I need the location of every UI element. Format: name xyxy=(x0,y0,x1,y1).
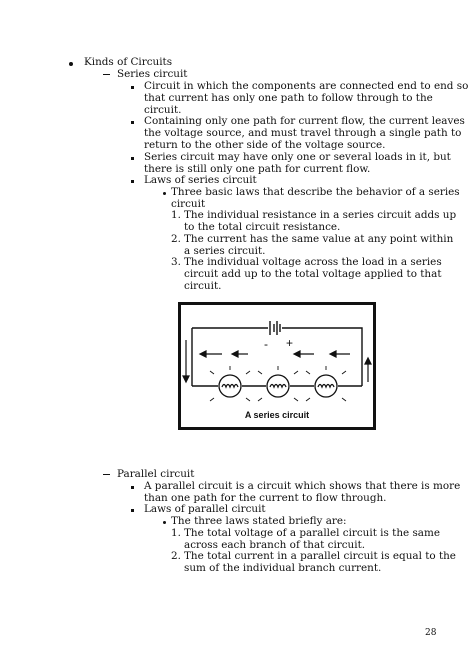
plus-sign: + xyxy=(286,336,294,350)
parallel-laws-intro: The three laws stated briefly are: xyxy=(171,515,347,527)
parallel-law-2-line-1: The total current in a parallel circuit is equal to the xyxy=(184,550,456,562)
section-heading: Kinds of Circuits xyxy=(84,56,173,68)
subsection-title-series: Series circuit xyxy=(117,68,188,80)
bullet-dot xyxy=(163,521,166,524)
parallel-bullet-1-line-1: A parallel circuit is a circuit which shows that there is more xyxy=(144,480,461,492)
series-law-1-number: 1. xyxy=(171,209,181,221)
series-law-1-line-1: The individual resistance in a series circuit adds up xyxy=(184,209,457,221)
series-bullet-1-line-1: Circuit in which the components are connected end to end so xyxy=(144,80,469,92)
parallel-law-2-number: 2. xyxy=(171,550,181,562)
bullet-square xyxy=(131,86,134,89)
minus-sign: - xyxy=(264,337,268,351)
parallel-law-1-number: 1. xyxy=(171,527,181,539)
bullet-disc xyxy=(69,62,73,66)
bullet-square xyxy=(131,157,134,160)
series-law-1-line-2: to the total circuit resistance. xyxy=(184,221,341,233)
bullet-dash xyxy=(103,74,110,75)
parallel-law-2-line-2: sum of the individual branch current. xyxy=(184,562,382,574)
series-bullet-1-line-3: circuit. xyxy=(144,104,182,116)
parallel-law-1-line-2: across each branch of that circuit. xyxy=(184,539,366,551)
series-law-2-number: 2. xyxy=(171,233,181,245)
subsection-title-parallel: Parallel circuit xyxy=(117,468,195,480)
series-circuit-figure xyxy=(178,302,376,430)
series-bullet-2-line-2: the voltage source, and must travel through a single path to xyxy=(144,127,462,139)
parallel-law-1-line-1: The total voltage of a parallel circuit is the same xyxy=(184,527,440,539)
series-bullet-1-line-2: that current has only one path to follow through to the xyxy=(144,92,433,104)
bullet-square xyxy=(131,180,134,183)
series-bullet-3-line-2: there is still only one path for current flow. xyxy=(144,163,371,175)
bullet-square xyxy=(131,486,134,489)
series-laws-intro-line-2: circuit xyxy=(171,198,206,210)
parallel-bullet-2: Laws of parallel circuit xyxy=(144,503,266,515)
bullet-square xyxy=(131,121,134,124)
series-law-3-line-1: The individual voltage across the load in a series xyxy=(184,256,442,268)
series-law-3-line-2: circuit add up to the total voltage applied to that xyxy=(184,268,442,280)
bullet-square xyxy=(131,509,134,512)
series-law-2-line-2: a series circuit. xyxy=(184,245,266,257)
series-bullet-2-line-1: Containing only one path for current flow, the current leaves xyxy=(144,115,465,127)
series-law-2-line-1: The current has the same value at any point within xyxy=(184,233,454,245)
bullet-dot xyxy=(163,192,166,195)
series-law-3-line-3: circuit. xyxy=(184,280,222,292)
series-law-3-number: 3. xyxy=(171,256,181,268)
series-laws-intro-line-1: Three basic laws that describe the behavior of a series xyxy=(171,186,460,198)
figure-caption: A series circuit xyxy=(244,410,310,420)
bullet-dash xyxy=(103,474,110,475)
page-number: 28 xyxy=(425,628,437,638)
series-bullet-3-line-1: Series circuit may have only one or several loads in it, but xyxy=(144,151,451,163)
series-bullet-2-line-3: return to the other side of the voltage source. xyxy=(144,139,386,151)
parallel-bullet-1-line-2: than one path for the current to flow through. xyxy=(144,492,387,504)
series-bullet-4: Laws of series circuit xyxy=(144,174,257,186)
